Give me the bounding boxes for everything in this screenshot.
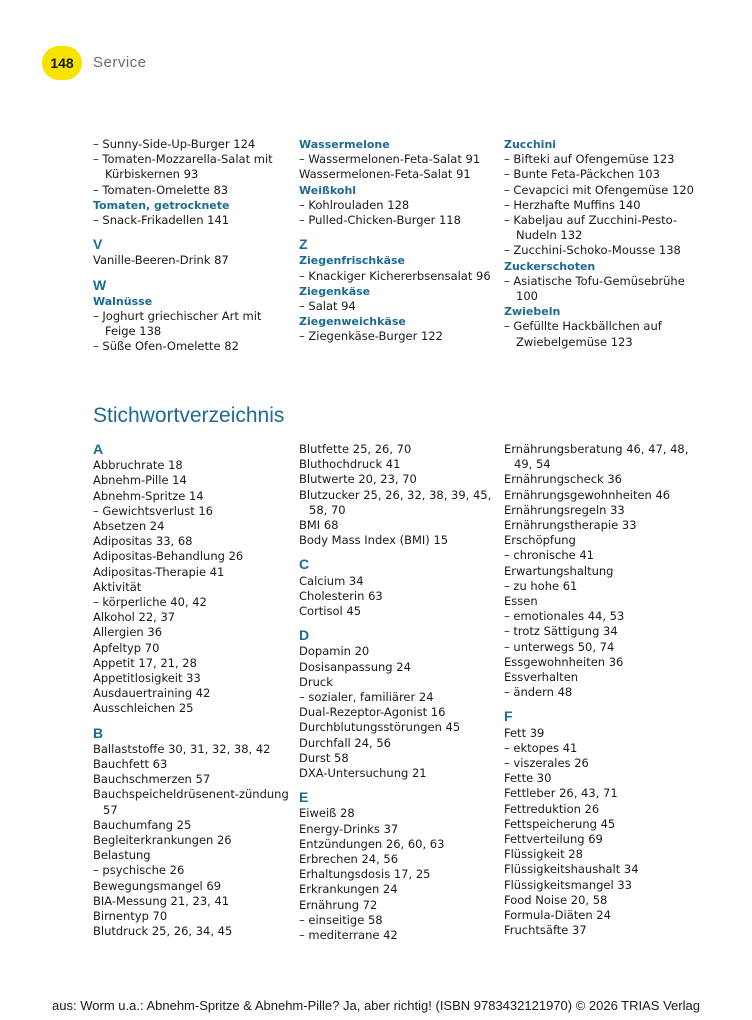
index-entry: Ernährungsgewohnheiten 46 <box>504 487 671 502</box>
index-subentry: – Kohlrouladen 128 <box>299 197 410 212</box>
index-subentry: – sozialer, familiärer 24 <box>299 690 434 705</box>
index-subentry: – Pulled-Chicken-Burger 118 <box>299 213 461 228</box>
index-entry: Bauchspeicheldrüsenent-zündung 57 <box>93 787 289 817</box>
index-subentry: – Salat 94 <box>299 299 356 314</box>
index-entry: Bauchschmerzen 57 <box>93 772 211 787</box>
index-entry: Body Mass Index (BMI) 15 <box>299 533 449 548</box>
index-subentry: – Asiatische Tofu-Gemüsebrühe 100 <box>504 273 685 304</box>
index-entry: Energy-Drinks 37 <box>299 821 399 836</box>
index-entry: Blutwerte 20, 23, 70 <box>299 472 417 487</box>
index-entry: Erkrankungen 24 <box>299 882 398 897</box>
index-entry: Wassermelonen-Feta-Salat 91 <box>299 167 471 182</box>
index-entry: Ernährungscheck 36 <box>504 472 622 487</box>
index-entry: Ausschleichen 25 <box>93 701 194 716</box>
index-entry: Fruchtsäfte 37 <box>504 923 587 938</box>
index-entry: Erbrechen 24, 56 <box>299 852 399 867</box>
index-subentry: – Tomaten-Omelette 83 <box>93 182 229 197</box>
index-entry: Belastung <box>93 848 151 863</box>
index-subentry: – Snack-Frikadellen 141 <box>93 213 230 228</box>
index-subentry: – trotz Sättigung 34 <box>504 624 618 639</box>
index-subentry: – Tomaten-Mozzarella-Salat mit Kürbiskernen 93 <box>93 152 273 182</box>
index-entry: Bluthochdruck 41 <box>299 457 401 472</box>
index-entry: Adipositas 33, 68 <box>93 534 193 549</box>
index-entry: Appetit 17, 21, 28 <box>93 655 197 670</box>
index-entry: Adipositas-Behandlung 26 <box>93 549 244 564</box>
index-letter: Z <box>299 236 308 253</box>
index-letter: A <box>93 441 104 457</box>
index-subentry: – viszerales 26 <box>504 756 589 771</box>
index-subentry: – körperliche 40, 42 <box>93 595 207 610</box>
index-entry: Vanille-Beeren-Drink 87 <box>93 253 229 268</box>
index-entry: Fettleber 26, 43, 71 <box>504 786 618 801</box>
index-entry: Begleiterkrankungen 26 <box>93 833 232 848</box>
index-subentry: – Kabeljau auf Zucchini-Pesto-Nudeln 132 <box>504 213 678 243</box>
index-entry: Ernährungsregeln 33 <box>504 502 625 517</box>
index-subentry: – Süße Ofen-Omelette 82 <box>93 339 239 354</box>
index-entry: Bauchfett 63 <box>93 757 168 772</box>
index-entry: Erhaltungsdosis 17, 25 <box>299 867 431 882</box>
index-heading: Walnüsse <box>93 294 153 308</box>
index-heading: Ziegenkäse <box>299 284 371 298</box>
index-entry: Dosisanpassung 24 <box>299 659 411 674</box>
index-entry: Ernährungstherapie 33 <box>504 518 637 533</box>
index-entry: Formula-Diäten 24 <box>504 908 611 923</box>
index-subentry: – ektopes 41 <box>504 740 578 755</box>
keyword-index-column-1 <box>93 442 293 940</box>
index-subentry: – Zucchini-Schoko-Mousse 138 <box>504 243 681 258</box>
index-subentry: – Wassermelonen-Feta-Salat 91 <box>299 152 481 167</box>
index-entry: Ballaststoffe 30, 31, 32, 38, 42 <box>93 741 271 756</box>
index-entry: Ernährungsberatung 46, 47, 48, 49, 54 <box>504 442 689 472</box>
index-subentry: – chronische 41 <box>504 548 594 563</box>
index-subentry: – einseitige 58 <box>299 912 383 927</box>
index-subentry: – zu hohe 61 <box>504 578 578 593</box>
index-entry: Fettverteilung 69 <box>504 832 603 847</box>
keyword-index-title: Stichwortverzeichnis <box>93 404 285 427</box>
index-entry: Ausdauertraining 42 <box>93 686 211 701</box>
index-entry: Durst 58 <box>299 750 349 765</box>
index-entry: Alkohol 22, 37 <box>93 610 176 625</box>
page-number-badge <box>42 46 82 80</box>
index-subentry: – Gefüllte Hackbällchen auf Zwiebelgemüse 123 <box>504 319 662 349</box>
index-entry: Abnehm-Spritze 14 <box>93 488 204 503</box>
index-entry: Entzündungen 26, 60, 63 <box>299 836 445 851</box>
index-subentry: – mediterrane 42 <box>299 928 398 943</box>
index-subentry: – Knackiger Kichererbsensalat 96 <box>299 268 491 283</box>
section-label: Service <box>93 54 147 71</box>
index-heading: Zwiebeln <box>504 305 561 319</box>
index-entry: Blutdruck 25, 26, 34, 45 <box>93 924 233 939</box>
index-entry: BMI 68 <box>299 518 339 533</box>
index-entry: Flüssigkeitsmangel 33 <box>504 877 632 892</box>
index-letter: D <box>299 627 310 644</box>
recipe-index-column-2 <box>299 137 499 345</box>
index-entry: Bauchumfang 25 <box>93 817 192 832</box>
index-entry: Appetitlosigkeit 33 <box>93 671 201 686</box>
index-entry: Apfeltyp 70 <box>93 640 160 655</box>
index-entry: BIA-Messung 21, 23, 41 <box>93 893 230 908</box>
index-heading: Ziegenfrischkäse <box>299 254 405 268</box>
index-entry: Bewegungsmangel 69 <box>93 878 222 893</box>
index-entry: DXA-Untersuchung 21 <box>299 766 427 781</box>
index-heading: Ziegenweichkäse <box>299 315 406 329</box>
index-entry: Eiweiß 28 <box>299 806 355 821</box>
index-heading: Zuckerschoten <box>504 259 596 273</box>
index-entry: Blutzucker 25, 26, 32, 38, 39, 45, 58, 70 <box>299 487 492 517</box>
index-entry: Fettreduktion 26 <box>504 801 600 816</box>
index-entry: Food Noise 20, 58 <box>504 892 608 907</box>
index-letter: F <box>504 708 513 725</box>
page-number: 148 <box>50 55 74 71</box>
index-subentry: – Gewichtsverlust 16 <box>93 503 213 518</box>
index-entry: Erschöpfung <box>504 533 576 548</box>
index-entry: Cholesterin 63 <box>299 588 383 603</box>
index-entry: Cortisol 45 <box>299 604 362 619</box>
index-entry: Blutfette 25, 26, 70 <box>299 442 412 456</box>
keyword-index-column-3 <box>504 442 694 939</box>
keyword-index-column-2 <box>299 442 499 943</box>
index-heading: Wassermelone <box>299 138 390 151</box>
index-entry: Dopamin 20 <box>299 644 370 659</box>
index-letter: E <box>299 789 309 806</box>
index-entry: Flüssigkeit 28 <box>504 847 583 862</box>
index-subentry: – Joghurt griechischer Art mit Feige 138 <box>93 309 262 339</box>
index-entry: Essverhalten <box>504 670 579 685</box>
index-entry: Essen <box>504 594 538 609</box>
recipe-index-column-1 <box>93 137 293 355</box>
index-entry: Calcium 34 <box>299 573 364 588</box>
index-entry: Durchfall 24, 56 <box>299 735 391 750</box>
recipe-index-column-3 <box>504 137 694 350</box>
index-entry: Absetzen 24 <box>93 519 165 534</box>
index-entry: Fett 39 <box>504 725 545 740</box>
index-heading: Weißkohl <box>299 183 357 197</box>
index-entry: Birnentyp 70 <box>93 909 168 924</box>
index-letter: W <box>93 276 107 293</box>
index-entry: Allergien 36 <box>93 625 163 640</box>
index-letter: C <box>299 556 310 573</box>
index-entry: Fettspeicherung 45 <box>504 816 616 831</box>
index-entry: Dual-Rezeptor-Agonist 16 <box>299 705 446 720</box>
index-entry: Erwartungshaltung <box>504 563 614 578</box>
index-entry: Abbruchrate 18 <box>93 458 183 473</box>
index-entry: Ernährung 72 <box>299 897 378 912</box>
index-subentry: – Bifteki auf Ofengemüse 123 <box>504 152 675 167</box>
index-subentry: – Sunny-Side-Up-Burger 124 <box>93 137 256 151</box>
index-entry: Adipositas-Therapie 41 <box>93 564 225 579</box>
index-entry: Aktivität <box>93 579 142 594</box>
index-entry: Abnehm-Pille 14 <box>93 473 187 488</box>
index-subentry: – psychische 26 <box>93 863 185 878</box>
footer-citation: aus: Worm u.a.: Abnehm-Spritze & Abnehm-Pille? Ja, aber richtig! (ISBN 9783432121970) © 2026 TRIAS Verlag <box>52 998 700 1013</box>
index-subentry: – Bunte Feta-Päckchen 103 <box>504 167 660 182</box>
index-heading: Tomaten, getrocknete <box>93 198 230 212</box>
index-subentry: – emotionales 44, 53 <box>504 609 625 624</box>
index-entry: Druck <box>299 674 333 689</box>
index-entry: Fette 30 <box>504 771 552 786</box>
index-subentry: – unterwegs 50, 74 <box>504 639 615 654</box>
index-subentry: – Herzhafte Muffins 140 <box>504 197 641 212</box>
index-letter: V <box>93 236 103 253</box>
index-entry: Essgewohnheiten 36 <box>504 654 624 669</box>
index-subentry: – Ziegenkäse-Burger 122 <box>299 329 443 344</box>
index-subentry: – ändern 48 <box>504 685 573 700</box>
index-subentry: – Cevapcici mit Ofengemüse 120 <box>504 182 694 197</box>
index-heading: Zucchini <box>504 138 557 151</box>
index-letter: B <box>93 724 104 741</box>
index-entry: Flüssigkeitshaushalt 34 <box>504 862 639 877</box>
index-entry: Durchblutungsstörungen 45 <box>299 720 461 735</box>
